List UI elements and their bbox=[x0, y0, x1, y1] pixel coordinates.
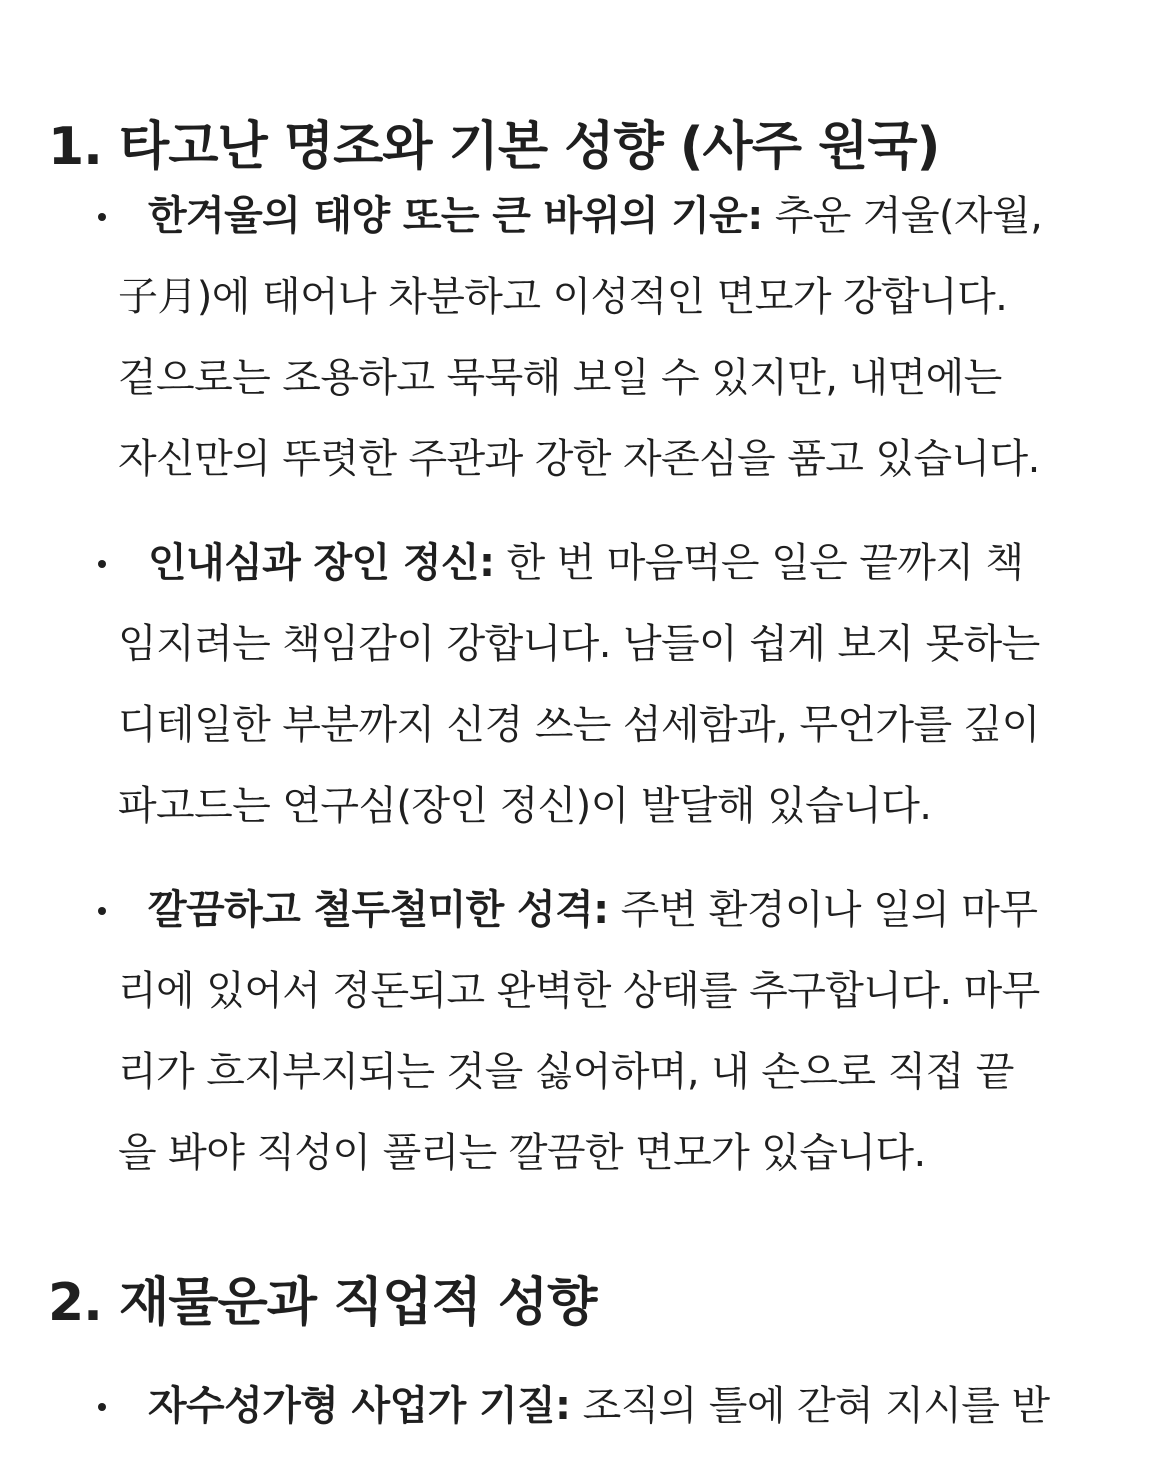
bullet-line: 디테일한 부분까지 신경 쓰는 섬세함과, 무언가를 깊이 bbox=[118, 702, 1040, 748]
bullet-line: 리가 흐지부지되는 것을 싫어하며, 내 손으로 직접 끝 bbox=[118, 1049, 1014, 1095]
bullet-dot bbox=[98, 1403, 106, 1411]
bullet-text: 추운 겨울(자월, bbox=[762, 193, 1043, 239]
bullet-lead: 깔끔하고 철두철미한 성격: bbox=[148, 887, 609, 933]
bullet-line: 리에 있어서 정돈되고 완벽한 상태를 추구합니다. 마무 bbox=[118, 968, 1040, 1014]
bullet-line: 겉으로는 조용하고 묵묵해 보일 수 있지만, 내면에는 bbox=[118, 355, 1002, 401]
bullet-line: 자신만의 뚜렷한 주관과 강한 자존심을 품고 있습니다. bbox=[118, 436, 1040, 482]
bullet-text: 조직의 틀에 갇혀 지시를 받 bbox=[570, 1383, 1050, 1429]
bullet-dot bbox=[98, 560, 106, 568]
list-item bbox=[118, 176, 1118, 500]
bullet-lead: 인내심과 장인 정신: bbox=[148, 540, 495, 586]
section-heading-1: 1. 타고난 명조와 기본 성향 (사주 원국) bbox=[48, 117, 940, 177]
bullet-dot bbox=[98, 213, 106, 221]
bullet-line: 을 봐야 직성이 풀리는 깔끔한 면모가 있습니다. bbox=[118, 1130, 926, 1176]
bullet-line bbox=[118, 523, 1118, 604]
bullet-line bbox=[118, 1366, 1118, 1447]
bullet-text: 주변 환경이나 일의 마무 bbox=[608, 887, 1038, 933]
list-item bbox=[118, 523, 1118, 847]
bullet-lead: 한겨울의 태양 또는 큰 바위의 기운: bbox=[148, 193, 763, 239]
bullet-line: 임지려는 책임감이 강합니다. 남들이 쉽게 보지 못하는 bbox=[118, 621, 1040, 667]
list-item bbox=[118, 1366, 1118, 1447]
bullet-dot bbox=[98, 907, 106, 915]
bullet-line bbox=[118, 870, 1118, 951]
bullet-line: 子月)에 태어나 차분하고 이성적인 면모가 강합니다. bbox=[118, 274, 1008, 320]
bullet-lead: 자수성가형 사업가 기질: bbox=[148, 1383, 571, 1429]
bullet-line bbox=[118, 176, 1118, 257]
section-heading-2: 2. 재물운과 직업적 성향 bbox=[48, 1273, 597, 1333]
bullet-text: 한 번 마음먹은 일은 끝까지 책 bbox=[494, 540, 1024, 586]
list-item bbox=[118, 870, 1118, 1194]
bullet-line: 파고드는 연구심(장인 정신)이 발달해 있습니다. bbox=[118, 783, 932, 829]
